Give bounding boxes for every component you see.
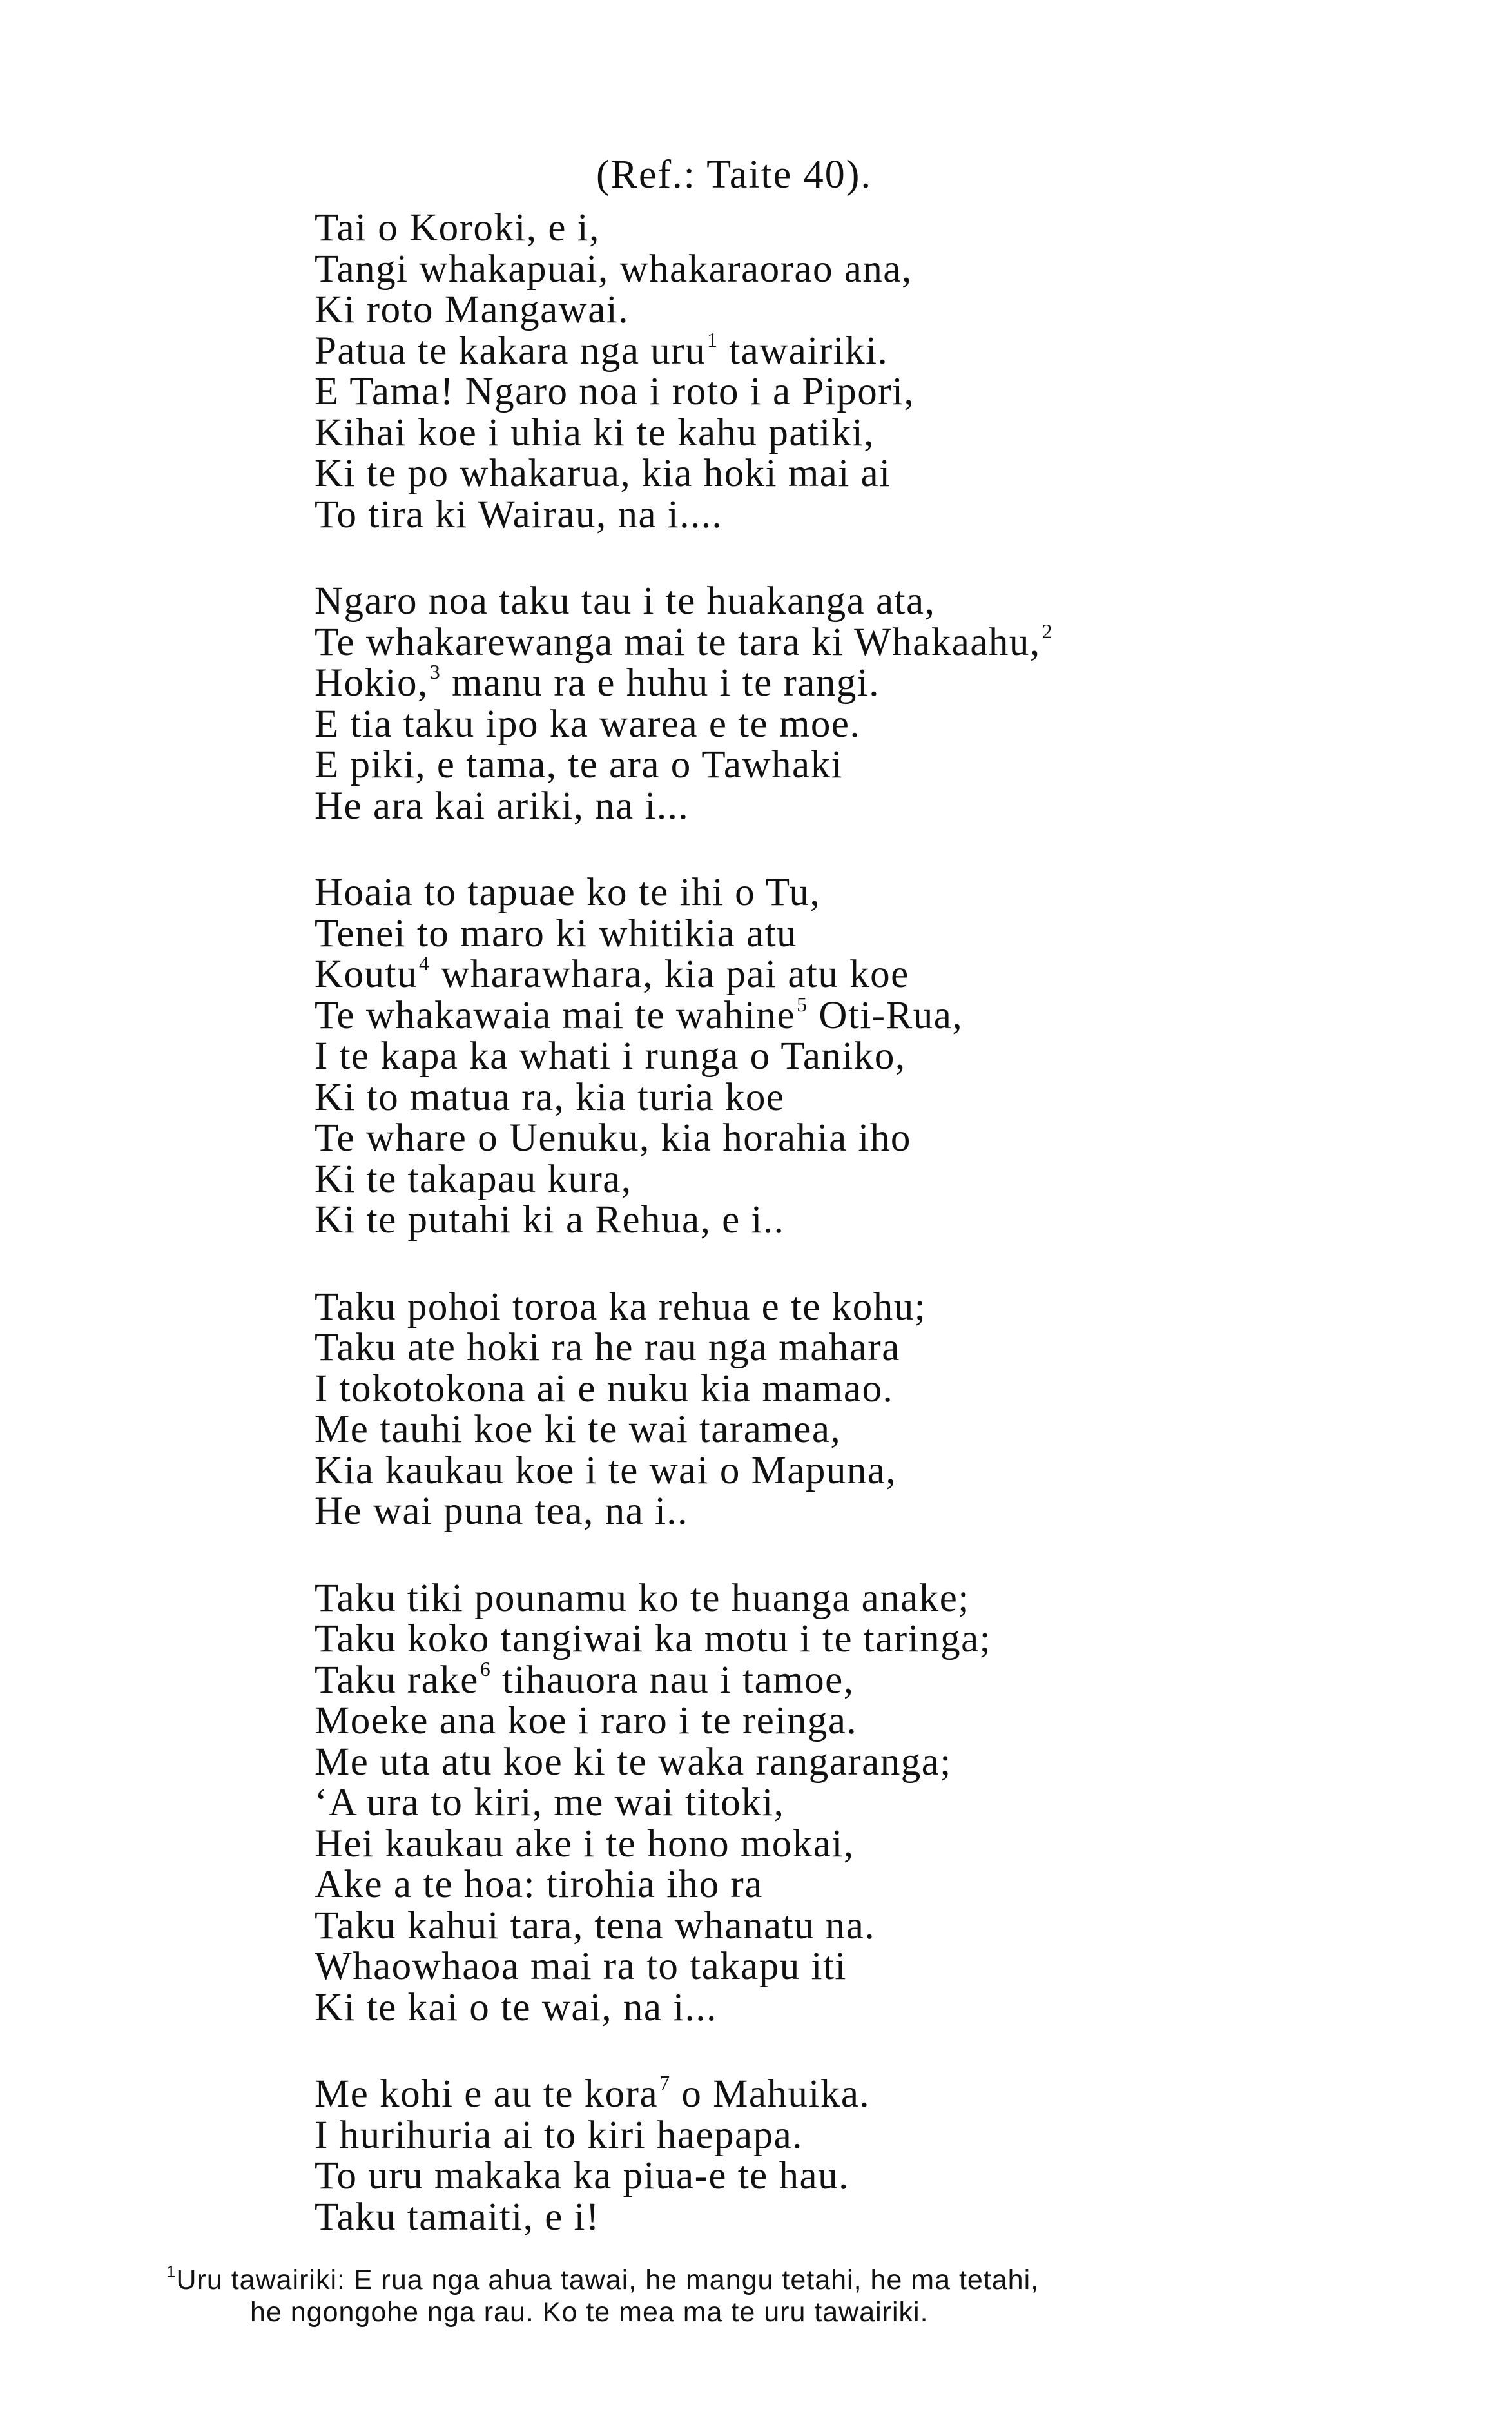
line-text: Ki te takapau kura,: [315, 1157, 632, 1201]
line-text: He wai puna tea, na i..: [315, 1490, 688, 1533]
stanza: [315, 2071, 1442, 2239]
poem-line: [315, 1159, 1442, 1200]
line-text: Me uta atu koe ki te waka rangaranga;: [315, 1740, 952, 1784]
poem-line: [315, 2071, 1442, 2116]
poem-line: [315, 1287, 1442, 1328]
line-text: E piki, e tama, te ara o Tawhaki: [315, 743, 844, 786]
line-text: Taku pohoi toroa ka rehua e te kohu;: [315, 1285, 927, 1329]
line-text: I te kapa ka whati i runga o Taniko,: [315, 1035, 906, 1078]
poem-line: [315, 327, 1442, 373]
stanza: [315, 872, 1442, 1241]
poem-line: [315, 1200, 1442, 1241]
reference-heading: (Ref.: Taite 40).: [596, 153, 872, 197]
line-text: Whaowhaoa mai ra to takapu iti: [315, 1945, 847, 1988]
footnote-reference: 1: [706, 327, 719, 351]
line-text: Me tauhi koe ki te wai taramea,: [315, 1408, 842, 1451]
poem-line: [315, 1077, 1442, 1118]
line-text: Patua te kakara nga uru: [315, 329, 706, 373]
footnote-marker: 1: [166, 2262, 177, 2281]
line-text: Oti-Rua,: [808, 993, 964, 1037]
line-text: Te whakarewanga mai te tara ki Whakaahu,: [315, 620, 1041, 664]
line-text: Ki to matua ra, kia turia koe: [315, 1075, 785, 1119]
poem-line: [315, 289, 1442, 331]
poem-line: [315, 913, 1442, 955]
footnote-reference: 7: [659, 2071, 671, 2094]
line-text: Me kohi e au te kora: [315, 2072, 659, 2116]
poem-body: [315, 208, 1442, 2283]
line-text: Tenei to maro ki whitikia atu: [315, 911, 798, 955]
poem-line: [315, 1657, 1442, 1702]
line-text: tawairiki.: [718, 329, 889, 373]
poem-line: [315, 660, 1442, 705]
poem-line: [315, 1864, 1442, 1905]
line-text: Taku koko tangiwai ka motu i te taringa;: [315, 1617, 992, 1660]
footnote-reference: 6: [480, 1657, 492, 1680]
poem-line: [315, 1782, 1442, 1824]
line-text: Taku ate hoki ra he rau nga mahara: [315, 1326, 900, 1369]
poem-line: [315, 704, 1442, 745]
poem-line: [315, 1987, 1442, 2029]
line-text: Taku rake: [315, 1658, 479, 1702]
line-text: tihauora nau i tamoe,: [491, 1658, 855, 1702]
line-text: Te whare o Uenuku, kia horahia iho: [315, 1116, 911, 1160]
poem-line: [315, 1450, 1442, 1492]
poem-line: [315, 453, 1442, 494]
line-text: He ara kai ariki, na i...: [315, 784, 690, 828]
poem-line: [315, 1700, 1442, 1742]
poem-line: [315, 1409, 1442, 1450]
line-text: Tai o Koroki, e i,: [315, 206, 600, 249]
line-text: I hurihuria ai to kiri haepapa.: [315, 2113, 803, 2157]
stanza: [315, 1287, 1442, 1532]
line-text: o Mahuika.: [670, 2072, 871, 2116]
footnote: [166, 2264, 1391, 2328]
poem-line: [315, 1905, 1442, 1947]
line-text: Moeke ana koe i raro i te reinga.: [315, 1699, 858, 1742]
poem-line: [315, 1578, 1442, 1619]
poem-line: [315, 1619, 1442, 1660]
footnote-text-1: Uru tawairiki: E rua nga ahua tawai, he mangu tetahi, he ma tetahi,: [176, 2264, 1040, 2295]
stanza: [315, 581, 1442, 826]
poem-line: [315, 1824, 1442, 1865]
line-text: Koutu: [315, 953, 418, 996]
line-text: E Tama! Ngaro noa i roto i a Pipori,: [315, 370, 915, 413]
poem-line: [315, 249, 1442, 290]
poem-line: [315, 413, 1442, 454]
poem-line: [315, 1036, 1442, 1077]
line-text: Ake a te hoa: tirohia iho ra: [315, 1863, 763, 1906]
line-text: Kia kaukau koe i te wai o Mapuna,: [315, 1448, 897, 1492]
line-text: To uru makaka ka piua-e te hau.: [315, 2154, 849, 2197]
footnote-reference: 3: [429, 660, 441, 683]
poem-line: [315, 2115, 1442, 2156]
line-text: Hokio,: [315, 661, 429, 705]
line-text: Te whakawaia mai te wahine: [315, 993, 796, 1037]
line-text: Tangi whakapuai, whakaraorao ana,: [315, 247, 913, 291]
stanza: [315, 1578, 1442, 2029]
poem-line: [315, 992, 1442, 1037]
line-text: Hoaia to tapuae ko te ihi o Tu,: [315, 871, 821, 914]
poem-line: [315, 2197, 1442, 2238]
line-text: Kihai koe i uhia ki te kahu patiki,: [315, 411, 875, 454]
poem-line: [315, 371, 1442, 413]
poem-line: [315, 619, 1442, 664]
line-text: Hei kaukau ake i te hono mokai,: [315, 1822, 855, 1865]
line-text: Ngaro noa taku tau i te huakanga ata,: [315, 579, 936, 623]
line-text: manu ra e huhu i te rangi.: [441, 661, 880, 705]
footnote-line-1: [166, 2264, 1391, 2296]
poem-line: [315, 1118, 1442, 1159]
line-text: Ki roto Mangawai.: [315, 288, 629, 331]
footnote-reference: 5: [797, 992, 808, 1016]
line-text: E tia taku ipo ka warea e te moe.: [315, 702, 861, 746]
line-text: To tira ki Wairau, na i....: [315, 492, 723, 536]
line-text: Ki te po whakarua, kia hoki mai ai: [315, 452, 891, 495]
line-text: Ki te putahi ki a Rehua, e i..: [315, 1198, 785, 1242]
poem-line: [315, 1327, 1442, 1368]
line-text: Taku tiki pounamu ko te huanga anake;: [315, 1576, 970, 1620]
footnote-reference: 4: [419, 951, 431, 975]
poem-line: [315, 1742, 1442, 1783]
stanza: [315, 208, 1442, 535]
poem-line: [315, 1491, 1442, 1532]
poem-line: [315, 786, 1442, 827]
footnote-line-2: he ngongohe nga rau. Ko te mea ma te uru tawairiki.: [250, 2297, 929, 2328]
poem-line: [315, 581, 1442, 622]
poem-line: [315, 494, 1442, 536]
poem-line: [315, 745, 1442, 786]
poem-line: [315, 872, 1442, 913]
poem-line: [315, 1946, 1442, 1987]
line-text: wharawhara, kia pai atu koe: [430, 953, 909, 996]
poem-line: [315, 208, 1442, 249]
line-text: Ki te kai o te wai, na i...: [315, 1985, 717, 2029]
poem-line: [315, 1368, 1442, 1410]
line-text: ‘A ura to kiri, me wai titoki,: [315, 1781, 785, 1824]
poem-line: [315, 2156, 1442, 2197]
poem-line: [315, 951, 1442, 996]
line-text: I tokotokona ai e nuku kia mamao.: [315, 1367, 894, 1410]
line-text: Taku kahui tara, tena whanatu na.: [315, 1904, 876, 1947]
footnote-reference: 2: [1042, 619, 1054, 643]
line-text: Taku tamaiti, e i!: [315, 2195, 600, 2239]
